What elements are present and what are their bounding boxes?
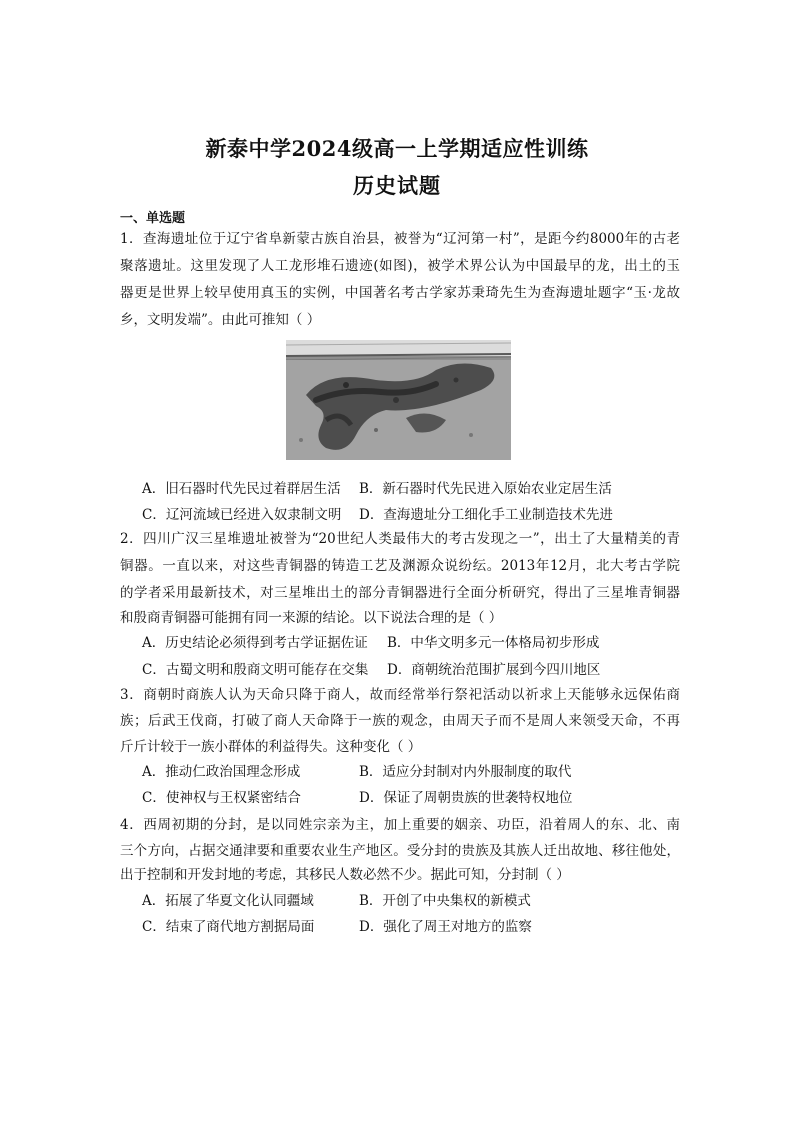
question-4-option-b[interactable]: B．开创了中央集权的新模式 [359, 893, 531, 909]
question-1-line-1: 1．查海遗址位于辽宁省阜新蒙古族自治县，被誉为“辽河第一村”，是距今约8000年的古老 [120, 231, 680, 247]
question-3-line-2: 族；后武王伐商，打破了商人天命降于一族的观念，由周天子而不是周人来领受天命，不再 [120, 713, 680, 729]
section-heading: 一、单选题 [120, 211, 186, 226]
question-2-line-1: 2．四川广汉三星堆遗址被誉为“20世纪人类最伟大的考古发现之一”，出土了大量精美的青 [120, 531, 680, 547]
question-4-line-3: 出于控制和开发封地的考虑，其移民人数必然不少。据此可知，分封制（ ） [120, 867, 570, 883]
question-2-line-3: 的学者采用最新技术，对三星堆出土的部分青铜器进行全面分析研究，得出了三星堆青铜器 [120, 585, 680, 601]
question-4-option-a[interactable]: A．拓展了华夏文化认同疆域 [142, 893, 314, 909]
question-4-option-d[interactable]: D．强化了周王对地方的监察 [359, 919, 532, 935]
question-1-line-2: 聚落遗址。这里发现了人工龙形堆石遗迹(如图)，被学术界公认为中国最早的龙，出土的玉 [120, 258, 680, 274]
question-1-line-3: 器更是世界上较早使用真玉的实例，中国著名考古学家苏秉琦先生为查海遗址题字“玉·龙故 [120, 285, 680, 301]
question-1-option-a[interactable]: A．旧石器时代先民过着群居生活 [142, 481, 341, 497]
question-3-line-3: 斤斤计较于一族小群体的利益得失。这种变化（ ） [120, 739, 422, 755]
question-1-option-c[interactable]: C．辽河流域已经进入奴隶制文明 [142, 507, 342, 523]
question-2-option-b[interactable]: B．中华文明多元一体格局初步形成 [387, 635, 600, 651]
question-1-option-d[interactable]: D．查海遗址分工细化手工业制造技术先进 [359, 507, 613, 523]
question-3-option-b[interactable]: B．适应分封制对内外服制度的取代 [359, 764, 572, 780]
question-4-line-2: 三个方向，占据交通津要和重要农业生产地区。受分封的贵族及其族人迁出故地、移往他处， [120, 843, 680, 859]
question-2-option-a[interactable]: A．历史结论必须得到考古学证据佐证 [142, 635, 368, 651]
question-3-option-d[interactable]: D．保证了周朝贵族的世袭特权地位 [359, 790, 573, 806]
question-1-line-4: 乡，文明发端”。由此可推知（ ） [120, 312, 321, 328]
question-1-option-b[interactable]: B．新石器时代先民进入原始农业定居生活 [359, 481, 612, 497]
question-4-line-1: 4．西周初期的分封，是以同姓宗亲为主，加上重要的姻亲、功臣，沿着周人的东、北、南 [120, 817, 680, 833]
question-3-option-c[interactable]: C．使神权与王权紧密结合 [142, 790, 301, 806]
question-4-option-c[interactable]: C．结束了商代地方割据局面 [142, 919, 315, 935]
question-3-option-a[interactable]: A．推动仁政治国理念形成 [142, 764, 301, 780]
question-2-option-c[interactable]: C．古蜀文明和殷商文明可能存在交集 [142, 662, 369, 678]
dragon-stone-pile-photo [286, 340, 511, 460]
question-2-line-2: 铜器。一直以来，对这些青铜器的铸造工艺及渊源众说纷纭。2013年12月，北大考古学院 [120, 558, 680, 574]
exam-title: 新泰中学2024级高一上学期适应性训练 [205, 136, 589, 161]
exam-subtitle: 历史试题 [353, 173, 441, 198]
question-3-line-1: 3．商朝时商族人认为天命只降于商人，故而经常举行祭祀活动以祈求上天能够永远保佑商 [120, 687, 680, 703]
question-2-line-4: 和殷商青铜器可能拥有同一来源的结论。以下说法合理的是（ ） [120, 610, 503, 626]
question-2-option-d[interactable]: D．商朝统治范围扩展到今四川地区 [387, 662, 601, 678]
